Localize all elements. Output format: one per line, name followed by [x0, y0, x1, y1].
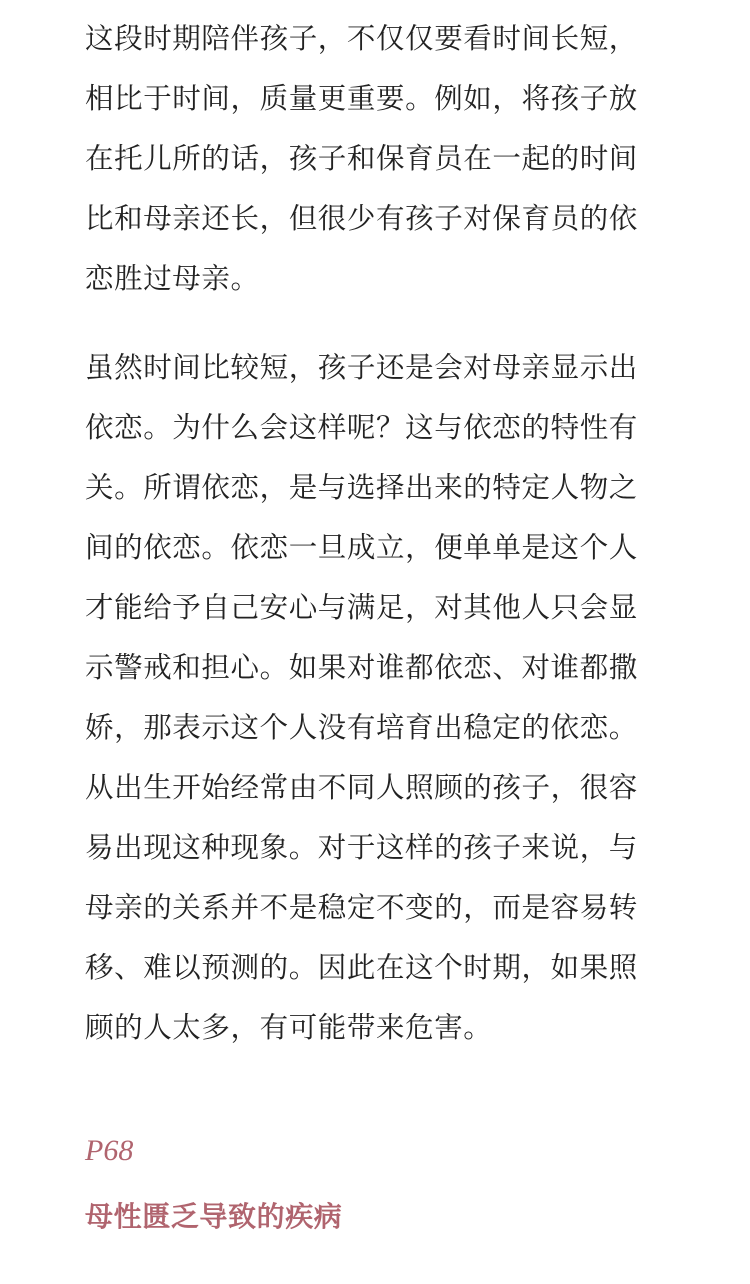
paragraph-line: 才能给予自己安心与满足，对其他人只会显 — [85, 591, 638, 624]
paragraph-line: 恋胜过母亲。 — [85, 262, 260, 295]
paragraph-line: 顾的人太多，有可能带来危害。 — [85, 1011, 493, 1044]
paragraph-1 — [85, 9, 638, 309]
paragraph-line: 母亲的关系并不是稳定不变的，而是容易转 — [85, 891, 638, 924]
paragraph-line: 在托儿所的话，孩子和保育员在一起的时间 — [85, 142, 638, 175]
paragraph-line: 依恋。为什么会这样呢？这与依恋的特性有 — [85, 411, 638, 444]
paragraph-line: 移、难以预测的。因此在这个时期，如果照 — [85, 951, 638, 984]
paragraph-line: 娇，那表示这个人没有培育出稳定的依恋。 — [85, 711, 638, 744]
paragraph-line: 相比于时间，质量更重要。例如，将孩子放 — [85, 82, 638, 115]
paragraph-line: 从出生开始经常由不同人照顾的孩子，很容 — [85, 771, 638, 804]
paragraph-line: 这段时期陪伴孩子，不仅仅要看时间长短， — [85, 22, 638, 55]
section-heading: 母性匮乏导致的疾病 — [85, 1200, 343, 1233]
paragraph-line: 比和母亲还长，但很少有孩子对保育员的依 — [85, 202, 638, 235]
page-reference: P68 — [85, 1134, 134, 1167]
paragraph-line: 关。所谓依恋，是与选择出来的特定人物之 — [85, 471, 638, 504]
paragraph-line: 易出现这种现象。对于这样的孩子来说，与 — [85, 831, 638, 864]
paragraph-line: 虽然时间比较短，孩子还是会对母亲显示出 — [85, 351, 638, 384]
paragraph-line: 示警戒和担心。如果对谁都依恋、对谁都撒 — [85, 651, 638, 684]
paragraph-line: 间的依恋。依恋一旦成立，便单单是这个人 — [85, 531, 638, 564]
paragraph-2 — [85, 338, 638, 1058]
